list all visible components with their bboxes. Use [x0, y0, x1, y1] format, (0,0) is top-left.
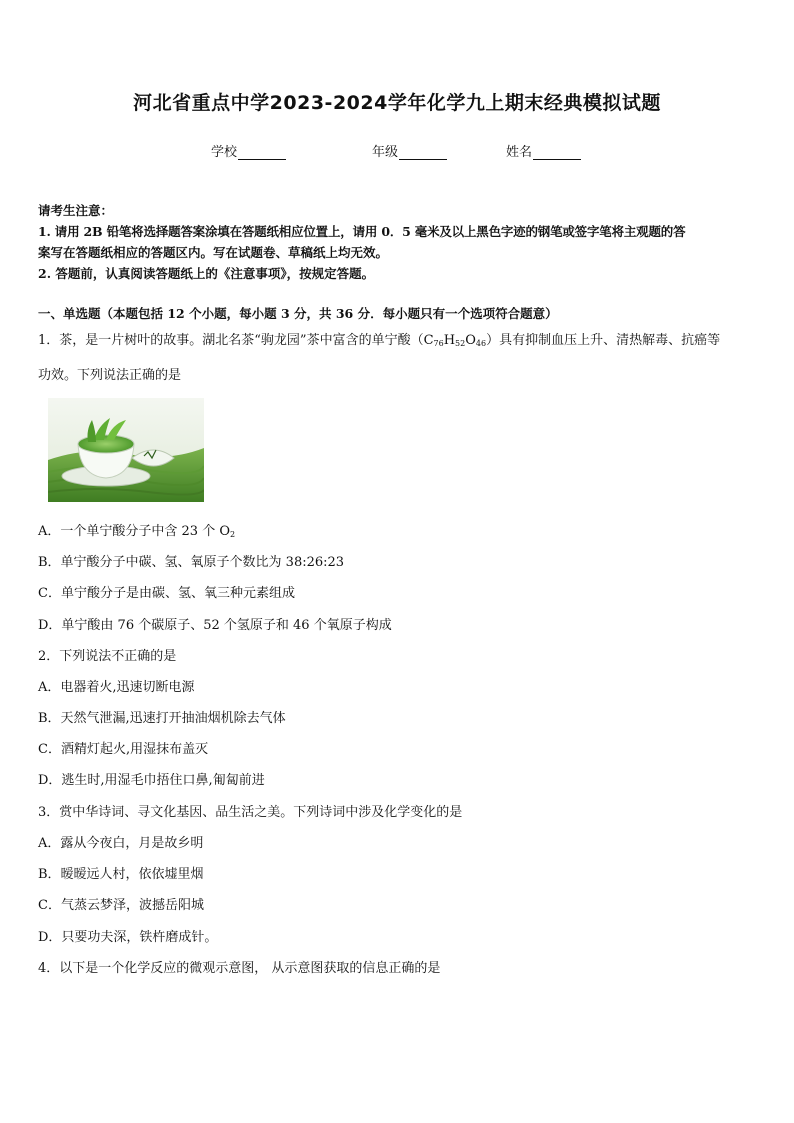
q1-option-a-text: A．一个单宁酸分子中含 23 个 O [38, 524, 230, 539]
name-field [506, 141, 581, 160]
q1-text: 1．茶，是一片树叶的故事。湖北名茶“驹龙园”茶中富含的单宁酸（C [38, 333, 434, 348]
question-3-stem: 3．赏中华诗词、寻文化基因、品生活之美。下列诗词中涉及化学变化的是 [38, 805, 463, 820]
q1-o-symbol: O [465, 333, 476, 348]
question-1-stem-line2: 功效。下列说法正确的是 [38, 368, 182, 383]
page-title: 河北省重点中学2023-2024学年化学九上期末经典模拟试题 [133, 92, 661, 114]
notice-item: 1. 请用 2B 铅笔将选择题答案涂填在答题纸相应位置上，请用 0．5 毫米及以上黑色字迹的钢笔或签字笔将主观题的答 [38, 224, 686, 239]
q2-option-a: A．电器着火,迅速切断电源 [38, 680, 195, 695]
notice-item: 案写在答题纸相应的答题区内。写在试题卷、草稿纸上均无效。 [38, 245, 389, 260]
q1-sub-h: 52 [455, 339, 466, 348]
tea-image [48, 398, 204, 502]
q3-option-c: C．气蒸云梦泽，波撼岳阳城 [38, 898, 204, 913]
q3-option-b: B．暧暧远人村，依依墟里烟 [38, 867, 204, 882]
school-label: 学校 [211, 145, 238, 160]
q2-option-d: D．逃生时,用湿毛巾捂住口鼻,匍匐前进 [38, 773, 265, 788]
q1-sub-o: 46 [475, 339, 487, 348]
grade-field [372, 141, 447, 160]
question-1-stem [38, 333, 760, 352]
q2-option-b: B．天然气泄漏,迅速打开抽油烟机除去气体 [38, 711, 286, 726]
name-label: 姓名 [506, 145, 533, 160]
q1-option-d: D．单宁酸由 76 个碳原子、52 个氢原子和 46 个氧原子构成 [38, 618, 392, 633]
question-2-stem: 2．下列说法不正确的是 [38, 649, 177, 664]
notice-block [38, 200, 760, 284]
grade-label: 年级 [372, 145, 399, 160]
notice-heading: 请考生注意： [38, 203, 114, 218]
grade-blank [399, 145, 447, 160]
q1-option-b: B．单宁酸分子中碳、氢、氧原子个数比为 38:26:23 [38, 555, 345, 570]
q1-sub-c: 76 [433, 339, 444, 348]
q1-option-a-sub: 2 [230, 530, 236, 539]
q1-h-symbol: H [443, 333, 456, 348]
q2-option-c: C．酒精灯起火,用湿抹布盖灭 [38, 742, 209, 757]
section-heading: 一、单选题（本题包括 12 个小题，每小题 3 分，共 36 分．每小题只有一个选项符合题意） [38, 306, 558, 321]
q3-option-d: D．只要功夫深，铁杵磨成针。 [38, 930, 218, 945]
tea-cup-illustration [48, 398, 204, 502]
school-blank [238, 145, 286, 160]
notice-item: 2. 答题前，认真阅读答题纸上的《注意事项》，按规定答题。 [38, 266, 375, 281]
school-field [211, 141, 286, 160]
q1-text-end: ）具有抑制血压上升、清热解毒、抗癌等 [486, 333, 721, 348]
q3-option-a: A．露从今夜白，月是故乡明 [38, 836, 204, 851]
question-4-stem: 4．以下是一个化学反应的微观示意图， 从示意图获取的信息正确的是 [38, 961, 441, 976]
name-blank [533, 145, 581, 160]
q1-option-a [38, 520, 235, 539]
q1-option-c: C．单宁酸分子是由碳、氢、氧三种元素组成 [38, 586, 295, 601]
